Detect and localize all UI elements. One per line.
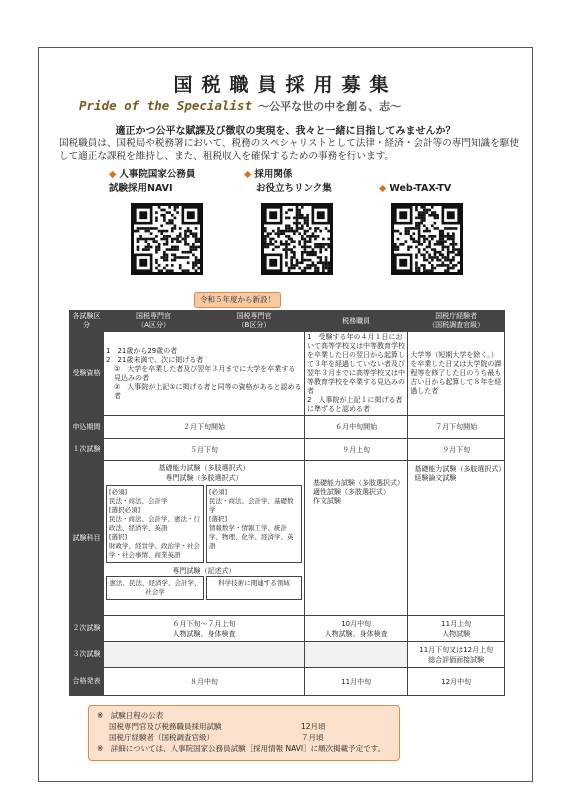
subjects-tax: 基礎能力試験（多肢選択式） 適性試験（多肢選択式） 作文試験 [304,461,407,616]
diamond-icon: ◆ [244,169,252,180]
row-label: 受験資格 [70,332,104,416]
link-label-links[interactable]: ◆ 採用関係 お役立ちリンク集 [244,169,332,194]
column-header-exp: 国税庁経験者 （国税調査官級） [408,311,505,332]
link-label-navi[interactable]: ◆ 人事院国家公務員 試験採用NAVI [109,169,196,194]
diamond-icon: ◆ [379,183,387,194]
link-label-webtaxtv[interactable]: ◆ Web-TAX-TV [379,183,452,194]
exam-table [69,310,505,696]
empty-cell [103,642,304,668]
table-row: ２次試験 ６月下旬～７月上旬 人物試験、身体検査 10月中旬 人物試験、身体検査 11月上旬 人物試験 [70,616,505,642]
qr-code-icon[interactable] [261,203,333,275]
row-label: ２次試験 [70,616,104,642]
eligibility-exp: 大学等（短期大学を除く。）を卒業した日又は大学院の課程等を修了した日のうち最も古い日から起算して８年を経過した者 [408,332,505,416]
slogan-en: Pride of the Specialist [79,98,253,113]
page-title: 国税職員採用募集 [173,74,398,96]
subjects-exp: 基礎能力試験（多肢選択式） 経験論文試験 [408,461,505,616]
lead-text: 適正かつ公平な賦課及び徴収の実現を、我々と一緒に目指してみませんか？ [115,126,456,137]
subjects-b-box: [必須] 民法・商法、会計学、基礎数学 [選択] 情報数学・情報工学、統計学、物理、化学、経済学、英語 [206,485,302,563]
table-row: 合格発表 ８月中旬 11月中旬 12月中旬 [70,668,505,696]
corner-cell: 各試験区分 [70,311,104,332]
table-row [70,332,505,416]
eligibility-tax: 1 受験する年の４月１日において高等学校又は中等教育学校を卒業した日の翌日から起算して３年を経過していない者及び翌年３月までに高等学校又は中等教育学校を卒業する見込みの者 2 人事院が上記１に掲げる者に準ずると認める者 [304,332,407,416]
qr-code-icon[interactable] [131,203,203,275]
row-label: 申込期間 [70,416,104,439]
table-row [70,461,505,616]
row-label: 合格発表 [70,668,104,696]
recruitment-flyer [38,47,533,782]
intro-text: 国税職員は、国税局や税務署において、税務のスペシャリストとして法律・経済・会計等の専門知識を駆使して適正な課税を維持し、また、租税収入を確保するための事務を行います。 [59,138,519,162]
table-row: 申込期間 ２月下旬開始 ６月中旬開始 ７月下旬開始 [70,416,505,439]
table-header-row [70,311,505,332]
schedule-note: ※ 試験日程の公表 国税専門官及び税務職員採用試験 12月頃 国税庁経験者（国税調査官級） ７月頃 ※ 詳細については、人事院国家公務員試験［採用情報 NAVI］に順次掲載予定です。 [88,705,400,761]
empty-cell [304,642,407,668]
column-header-a: 国税専門官 （A区分） [103,311,203,332]
row-label: 試験科目 [70,461,104,616]
qr-code-icon[interactable] [391,203,463,275]
subjects-ab: 基礎能力試験（多肢選択式） 専門試験（多肢選択式） [必須] 民法・商法、会計学 [選択必須] 民法・商法、会計学、憲法・行政法、経済学、英語 [選択] 財政学、経営学、政治学・社会学・社会事情、商業英語 [必須] 民法・商法、会計学、基礎数学 [選択] 情報数学・情報工学、統計学、物理、化学、経済学、英語 専門試験（記述式） 憲法、民法、経済学、会計学、社会学 科学技術に関連する領域 [103,461,304,616]
slogan-jp: ～公平な世の中を創る、志～ [258,100,402,113]
slogan [79,98,509,114]
table-row: １次試験 ５月下旬 ９月上旬 ９月下旬 [70,439,505,461]
row-label: ３次試験 [70,642,104,668]
subjects-a-box: [必須] 民法・商法、会計学 [選択必須] 民法・商法、会計学、憲法・行政法、経済学、英語 [選択] 財政学、経営学、政治学・社会学・社会事情、商業英語 [106,485,204,563]
column-header-b: 国税専門官 （B区分） [203,311,304,332]
column-header-tax: 税務職員 [304,311,407,332]
eligibility-ab: 1 21歳から29歳の者 2 21歳未満で、次に掲げる者 ① 大学を卒業した者及び翌年３月までに大学を卒業する見込みの者 ② 人事院が上記①に掲げる者と同等の資格があると認める者 [103,332,304,416]
diamond-icon: ◆ [109,169,117,180]
row-label: １次試験 [70,439,104,461]
table-row: ３次試験 11月下旬又は12月上旬 総合評価面接試験 [70,642,505,668]
new-badge: 令和５年度から新設！ [194,292,281,308]
